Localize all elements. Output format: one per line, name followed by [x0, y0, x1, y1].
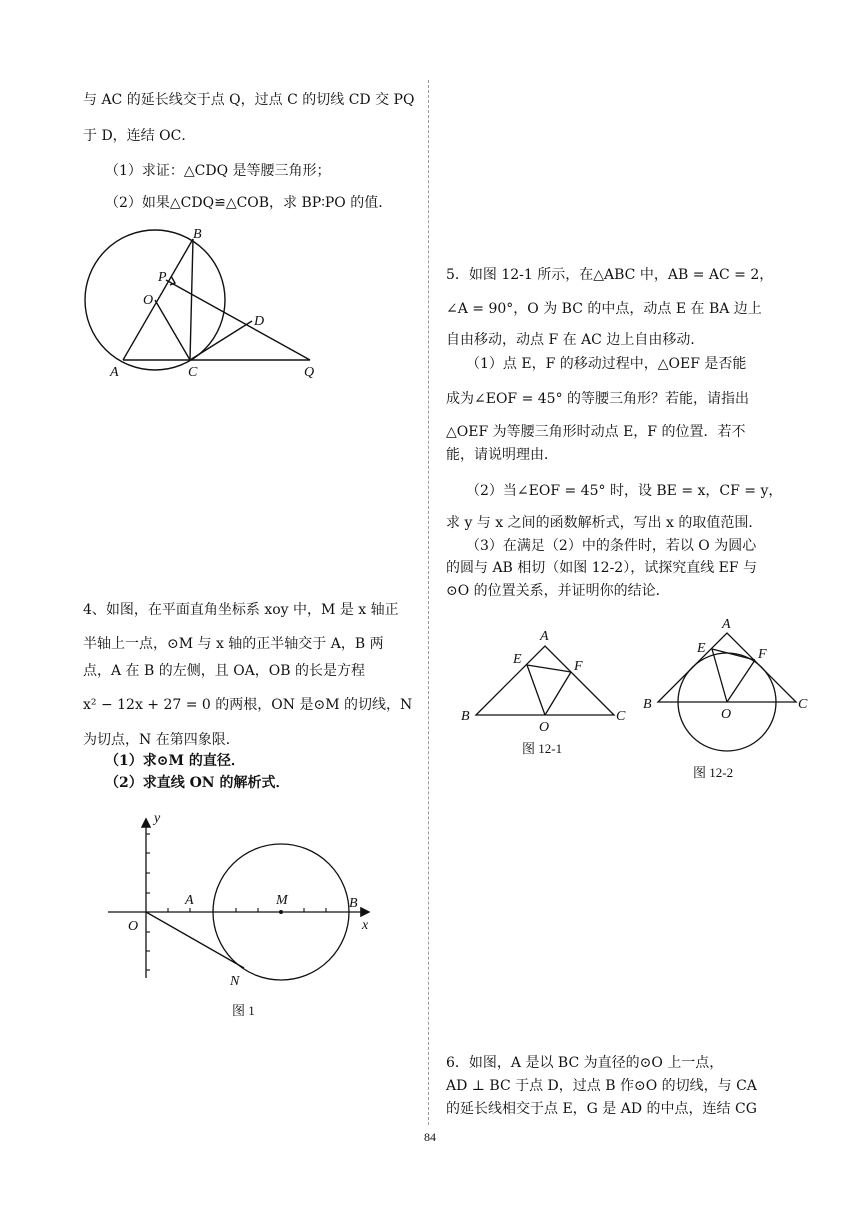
- q3-part-2: （2）如果△CDQ≌△COB，求 BP∶PO 的值．: [105, 195, 393, 211]
- q4-line-3: 点，A 在 B 的左侧，且 OA，OB 的长是方程: [83, 663, 366, 679]
- q5-line-6: △OEF 为等腰三角形时动点 E，F 的位置．若不: [446, 424, 746, 440]
- q4-part-1: （1）求⊙M 的直径．: [105, 753, 245, 769]
- q5-line-9: 求 y 与 x 之间的函数解析式，写出 x 的取值范围．: [446, 515, 763, 531]
- fig12-2-label-C: C: [798, 697, 808, 712]
- q4-line-2: 半轴上一点，⊙M 与 x 轴的正半轴交于 A，B 两: [83, 636, 384, 652]
- q4-line-1: 4、如图，在平面直角坐标系 xoy 中，M 是 x 轴正: [83, 602, 399, 618]
- fig12-2-label-A: A: [722, 617, 731, 632]
- q4-label-B: B: [349, 896, 358, 911]
- q5-line-2: ∠A = 90°，O 为 BC 的中点，动点 E 在 BA 边上: [446, 301, 762, 317]
- q3-label-D: D: [254, 314, 265, 329]
- q3-part-1: （1）求证：△CDQ 是等腰三角形；: [105, 163, 331, 179]
- q4-caption: 图 1: [232, 1003, 255, 1018]
- q5-line-8: （2）当∠EOF = 45° 时，设 BE = x，CF = y，: [466, 483, 783, 499]
- q5-line-11: 的圆与 AB 相切（如图 12-2），试探究直线 EF 与: [446, 560, 758, 576]
- fig12-1-label-O: O: [539, 720, 550, 735]
- fig12-2-caption: 图 12-2: [693, 765, 734, 780]
- q3-label-A: A: [110, 365, 119, 380]
- q3-label-C: C: [188, 365, 198, 380]
- q3-label-Q: Q: [304, 365, 315, 380]
- q4-label-O: O: [128, 919, 139, 934]
- q3-label-B: B: [193, 227, 202, 242]
- q3-label-O: O: [143, 293, 154, 308]
- q3-line-2: 于 D，连结 OC．: [83, 128, 196, 144]
- q6-line-2: AD ⊥ BC 于点 D，过点 B 作⊙O 的切线，与 CA: [446, 1078, 757, 1094]
- fig12-2-label-O: O: [721, 707, 732, 722]
- q6-line-3: 的延长线相交于点 E，G 是 AD 的中点，连结 CG: [446, 1101, 757, 1117]
- q3-label-P: P: [158, 270, 167, 285]
- fig12-2-label-B: B: [643, 697, 652, 712]
- q4-label-N: N: [230, 974, 240, 989]
- fig12-1-label-C: C: [616, 709, 626, 724]
- q5-line-1: 5．如图 12-1 所示，在△ABC 中，AB = AC = 2，: [446, 267, 774, 283]
- q5-line-12: ⊙O 的位置关系，并证明你的结论．: [446, 583, 670, 599]
- page-number: 84: [424, 1130, 436, 1144]
- q5-line-10: （3）在满足（2）中的条件时，若以 O 为圆心: [466, 538, 757, 554]
- fig12-2-OF: [727, 660, 755, 702]
- q4-label-M: M: [276, 893, 288, 908]
- fig12-2-OE: [712, 649, 727, 702]
- q4-label-A: A: [185, 893, 194, 908]
- fig12-2-label-E: E: [697, 641, 706, 656]
- q4-line-5: 为切点，N 在第四象限．: [83, 732, 240, 748]
- fig12-1-label-B: B: [461, 709, 470, 724]
- q6-line-1: 6．如图，A 是以 BC 为直径的⊙O 上一点，: [446, 1055, 724, 1071]
- fig12-1-caption: 图 12-1: [522, 741, 563, 756]
- fig12-2-label-F: F: [758, 647, 767, 662]
- q5-line-5: 成为∠EOF = 45° 的等腰三角形？若能，请指出: [446, 391, 750, 407]
- q4-label-y: y: [154, 811, 161, 826]
- q4-line-4: x² − 12x + 27 = 0 的两根，ON 是⊙M 的切线，N: [83, 697, 413, 713]
- fig12-1-label-F: F: [574, 659, 583, 674]
- q5-line-3: 自由移动，动点 F 在 AC 边上自由移动．: [446, 332, 705, 348]
- q5-line-7: 能，请说明理由．: [446, 447, 558, 463]
- q4-label-x: x: [362, 918, 369, 933]
- fig12-1-label-A: A: [540, 629, 549, 644]
- q4-part-2: （2）求直线 ON 的解析式．: [105, 775, 290, 791]
- q5-line-4: （1）点 E，F 的移动过程中，△OEF 是否能: [466, 356, 747, 372]
- fig12-1-label-E: E: [513, 652, 522, 667]
- q3-line-1: 与 AC 的延长线交于点 Q，过点 C 的切线 CD 交 PQ: [83, 92, 415, 108]
